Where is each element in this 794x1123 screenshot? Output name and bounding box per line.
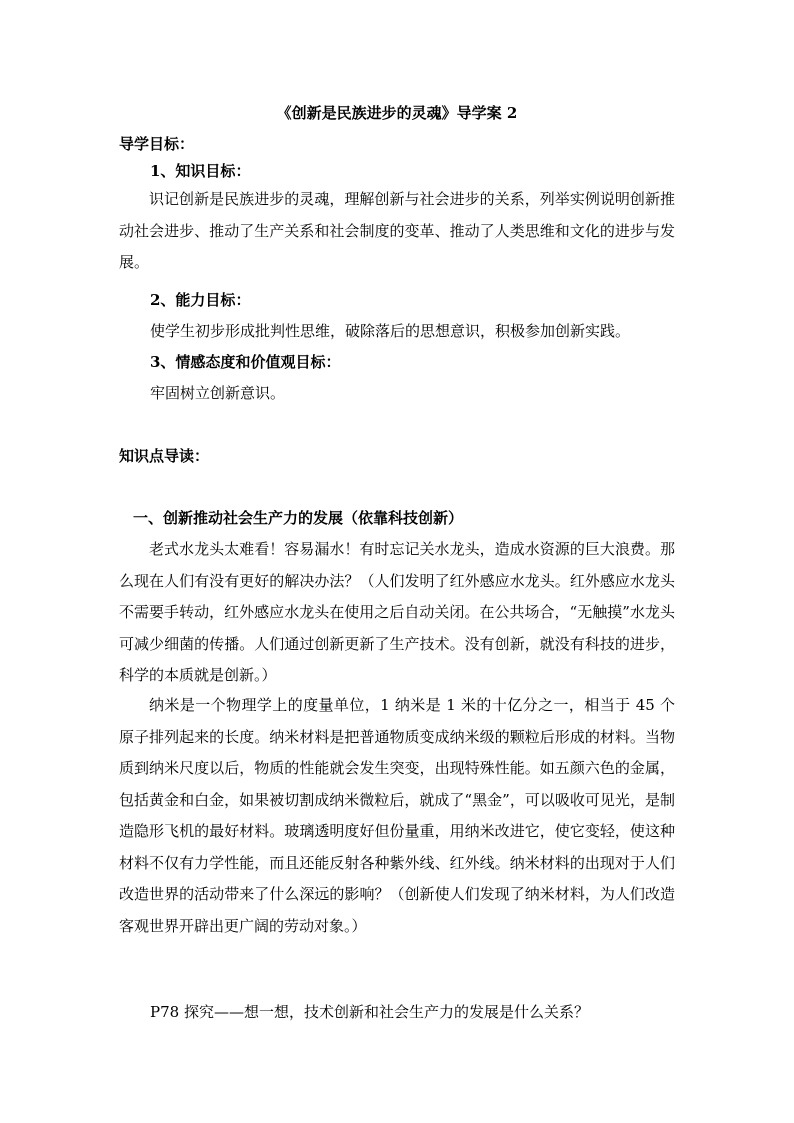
explore-question: P78 探究——想一想，技术创新和社会生产力的发展是什么关系？ bbox=[150, 1003, 589, 1021]
section-1-paragraph-nano: 纳米是一个物理学上的度量单位，1 纳米是 1 米的十亿分之一，相当于 45 个原子排列起来的长度。纳米材料是把普通物质变成纳米级的颗粒后形成的材料。当物质到纳米尺度以后，物质的性能就会发生突变，出现特殊性能。如五颜六色的金属，包括黄金和白金，如果被切割成纳米微粒后，就成了“黑金”，可以吸收可见光，是制造隐形飞机的最好材料。玻璃透明度好但份量重，用纳米改进它，使它变轻，使这种材料不仅有力学性能，而且还能反射各种紫外线、红外线。纳米材料的出现对于人们改造世界的活动带来了什么深远的影响？（创新使人们发现了纳米材料，为人们改造客观世界开辟出更广阔的劳动对象。） bbox=[119, 696, 675, 935]
knowledge-goal-heading: 1、知识目标： bbox=[150, 162, 251, 180]
section-1-heading: 一、创新推动社会生产力的发展（依靠科技创新） bbox=[133, 509, 464, 527]
knowledge-goal-text: 识记创新是民族进步的灵魂，理解创新与社会进步的关系，列举实例说明创新推动社会进步、推动了生产关系和社会制度的变革、推动了人类思维和文化的进步与发展。 bbox=[119, 190, 675, 271]
document-title: 《创新是民族进步的灵魂》导学案 2 bbox=[276, 104, 518, 122]
section-1-paragraph-faucet: 老式水龙头太难看！容易漏水！有时忘记关水龙头，造成水资源的巨大浪费。那么现在人们有没有更好的解决办法？（人们发明了红外感应水龙头。红外感应水龙头不需要手转动，红外感应水龙头在使用之后自动关闭。在公共场合，“无触摸”水龙头可减少细菌的传播。人们通过创新更新了生产技术。没有创新，就没有科技的进步，科学的本质就是创新。） bbox=[119, 540, 675, 684]
knowledge-points-heading: 知识点导读： bbox=[119, 447, 210, 465]
ability-goal-heading: 2、能力目标： bbox=[150, 291, 251, 309]
ability-goal-text: 使学生初步形成批判性思维，破除落后的思想意识，积极参加创新实践。 bbox=[150, 322, 631, 340]
goals-heading: 导学目标： bbox=[119, 135, 195, 153]
attitude-goal-text: 牢固树立创新意识。 bbox=[150, 384, 286, 402]
attitude-goal-heading: 3、情感态度和价值观目标： bbox=[150, 353, 341, 371]
